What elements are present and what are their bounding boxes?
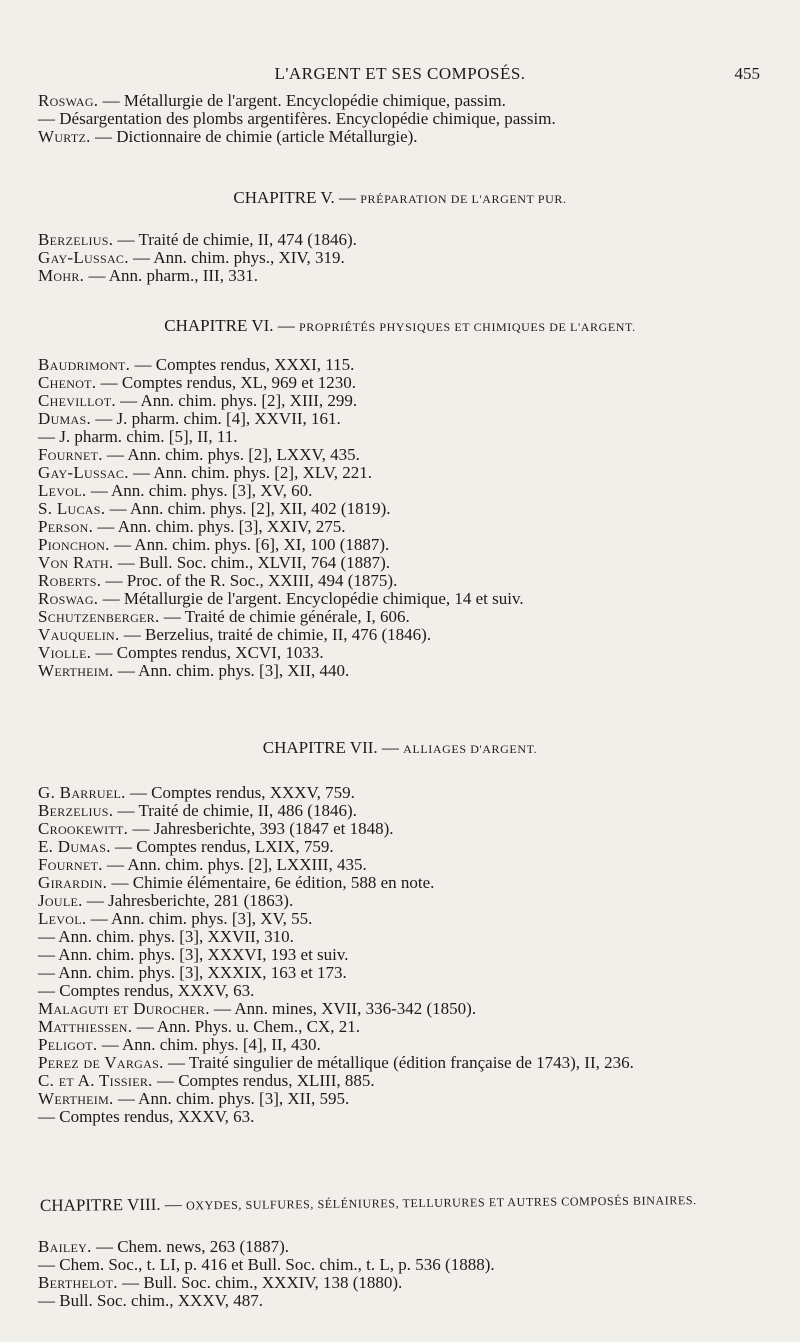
entry-author: Pionchon. [38, 535, 110, 554]
entry-author: Perez de Vargas. [38, 1053, 164, 1072]
entry-author: Wertheim. [38, 661, 114, 680]
chapter-8-heading [40, 1188, 780, 1216]
entry-reference: — Comptes rendus, XLIII, 885. [152, 1071, 375, 1090]
bibliography-entry [38, 1036, 778, 1054]
entry-author: Levol. [38, 481, 87, 500]
top-bibliography-list [38, 92, 778, 146]
entry-author: Dumas. [38, 409, 92, 428]
chapter-7-bibliography [38, 784, 778, 1126]
entry-reference: — Traité singulier de métallique (édition française de 1743), II, 236. [163, 1053, 634, 1072]
bibliography-entry [38, 446, 778, 464]
entry-reference: — Ann. chim. phys. [3], XII, 440. [113, 661, 350, 680]
entry-author: Chenot. [38, 373, 97, 392]
bibliography-entry [38, 1256, 778, 1274]
bibliography-entry [38, 249, 778, 267]
entry-reference: — Ann. chim. phys. [2], LXXIII, 435. [102, 855, 367, 874]
bibliography-entry [38, 644, 778, 662]
entry-author: C. et A. Tissier. [38, 1071, 153, 1090]
bibliography-entry [38, 92, 778, 110]
chapter-title: CHAPITRE VI. — [164, 316, 295, 335]
entry-author: Levol. [38, 909, 87, 928]
bibliography-entry [38, 1090, 778, 1108]
entry-reference: — Jahresberichte, 393 (1847 et 1848). [128, 819, 394, 838]
bibliography-entry [38, 428, 778, 446]
entry-author: Wurtz. [38, 127, 91, 146]
bibliography-entry [38, 1000, 778, 1018]
entry-reference: — Ann. chim. phys. [3], XII, 595. [113, 1089, 350, 1108]
entry-reference: — Comptes rendus, XXXV, 63. [38, 1107, 255, 1126]
entry-author: Wertheim. [38, 1089, 114, 1108]
chapter-6-heading [0, 316, 800, 336]
entry-reference: — Chimie élémentaire, 6e édition, 588 en note. [107, 873, 435, 892]
entry-author: Baudrimont. [38, 355, 131, 374]
bibliography-entry [38, 662, 778, 680]
entry-author: Berzelius. [38, 801, 114, 820]
entry-reference: — Ann. chim. phys. [3], XV, 55. [86, 909, 313, 928]
entry-reference: — Ann. chim. phys. [3], XXIV, 275. [93, 517, 346, 536]
bibliography-entry [38, 231, 778, 249]
entry-author: Gay-Lussac. [38, 248, 129, 267]
entry-reference: — Comptes rendus, XXXV, 759. [125, 783, 355, 802]
entry-reference: — Traité de chimie, II, 486 (1846). [113, 801, 357, 820]
entry-author: Peligot. [38, 1035, 98, 1054]
bibliography-entry [38, 982, 778, 1000]
bibliography-entry [38, 356, 778, 374]
entry-reference: — Ann. chim. phys. [2], XII, 402 (1819). [105, 499, 391, 518]
entry-reference: — Ann. chim. phys. [2], LXXV, 435. [102, 445, 360, 464]
entry-reference: — Ann. chim. phys. [6], XI, 100 (1887). [109, 535, 390, 554]
entry-reference: — Ann. chim. phys., XIV, 319. [128, 248, 345, 267]
bibliography-entry [38, 1274, 778, 1292]
entry-author: Joule. [38, 891, 83, 910]
bibliography-entry [38, 464, 778, 482]
bibliography-entry [38, 1108, 778, 1126]
chapter-5-heading [0, 188, 800, 208]
entry-author: Fournet. [38, 855, 103, 874]
chapter-6-bibliography [38, 356, 778, 680]
entry-reference: — Chem. Soc., t. LI, p. 416 et Bull. Soc. chim., t. L, p. 536 (1888). [38, 1255, 495, 1274]
bibliography-entry [38, 928, 778, 946]
bibliography-entry [38, 964, 778, 982]
entry-reference: — Ann. chim. phys. [3], XXXIX, 163 et 173. [38, 963, 347, 982]
entry-author: Bailey. [38, 1237, 92, 1256]
entry-reference: — Chem. news, 263 (1887). [91, 1237, 290, 1256]
bibliography-entry [38, 856, 778, 874]
entry-author: Von Rath. [38, 553, 114, 572]
entry-author: Berzelius. [38, 230, 114, 249]
entry-reference: — Ann. chim. phys. [4], II, 430. [97, 1035, 321, 1054]
bibliography-entry [38, 128, 778, 146]
entry-author: Berthelot. [38, 1273, 118, 1292]
entry-author: Malaguti et Durocher. [38, 999, 210, 1018]
bibliography-entry [38, 802, 778, 820]
bibliography-entry [38, 482, 778, 500]
entry-reference: — Ann. chim. phys. [2], XLV, 221. [128, 463, 373, 482]
entry-reference: — Ann. mines, XVII, 336-342 (1850). [209, 999, 477, 1018]
entry-author: Vauquelin. [38, 625, 120, 644]
chapter-subtitle: PROPRIÉTÉS PHYSIQUES ET CHIMIQUES DE L'ARGENT. [299, 320, 636, 334]
entry-reference: — Comptes rendus, XL, 969 et 1230. [96, 373, 357, 392]
entry-author: Person. [38, 517, 94, 536]
chapter-subtitle: OXYDES, SULFURES, SÉLÉNIURES, TELLURURES ET AUTRES COMPOSÉS BINAIRES. [186, 1193, 697, 1213]
bibliography-entry [38, 572, 778, 590]
bibliography-entry [38, 1292, 778, 1310]
chapter-subtitle: PRÉPARATION DE L'ARGENT PUR. [360, 192, 567, 206]
entry-author: Violle. [38, 643, 92, 662]
bibliography-entry [38, 626, 778, 644]
bibliography-entry [38, 1054, 778, 1072]
entry-reference: — Berzelius, traité de chimie, II, 476 (1846). [119, 625, 432, 644]
page-number: 455 [734, 64, 760, 83]
entry-reference: — Métallurgie de l'argent. Encyclopédie chimique, passim. [98, 91, 506, 110]
entry-reference: — Ann. pharm., III, 331. [84, 266, 258, 285]
bibliography-entry [38, 1018, 778, 1036]
entry-author: Roswag. [38, 589, 99, 608]
chapter-8-bibliography [38, 1238, 778, 1310]
bibliography-entry [38, 554, 778, 572]
entry-reference: — Bull. Soc. chim., XXXV, 487. [38, 1291, 263, 1310]
bibliography-entry [38, 374, 778, 392]
entry-author: S. Lucas. [38, 499, 106, 518]
entry-author: Girardin. [38, 873, 108, 892]
chapter-title: CHAPITRE VIII. — [39, 1194, 182, 1215]
entry-author: Roswag. [38, 91, 99, 110]
entry-author: Matthiessen. [38, 1017, 133, 1036]
bibliography-entry [38, 910, 778, 928]
bibliography-entry [38, 392, 778, 410]
bibliography-entry [38, 1238, 778, 1256]
entry-reference: — Ann. chim. phys. [3], XV, 60. [86, 481, 313, 500]
entry-reference: — Métallurgie de l'argent. Encyclopédie chimique, 14 et suiv. [98, 589, 524, 608]
entry-reference: — Ann. chim. phys. [3], XXXVI, 193 et suiv. [38, 945, 349, 964]
bibliography-entry [38, 892, 778, 910]
entry-reference: — Traité de chimie, II, 474 (1846). [113, 230, 357, 249]
entry-reference: — Comptes rendus, XXXV, 63. [38, 981, 255, 1000]
chapter-title: CHAPITRE V. — [233, 188, 357, 207]
bibliography-entry [38, 410, 778, 428]
chapter-subtitle: ALLIAGES D'ARGENT. [403, 742, 538, 756]
bibliography-entry [38, 536, 778, 554]
entry-author: Gay-Lussac. [38, 463, 129, 482]
entry-author: Fournet. [38, 445, 103, 464]
entry-reference: — Désargentation des plombs argentifères. Encyclopédie chimique, passim. [38, 109, 556, 128]
bibliography-entry [38, 110, 778, 128]
bibliography-entry [38, 784, 778, 802]
bibliography-entry [38, 946, 778, 964]
entry-reference: — Ann. Phys. u. Chem., CX, 21. [132, 1017, 360, 1036]
chapter-7-heading [0, 738, 800, 758]
bibliography-entry [38, 590, 778, 608]
entry-reference: — Bull. Soc. chim., XLVII, 764 (1887). [113, 553, 391, 572]
entry-reference: — Ann. chim. phys. [3], XXVII, 310. [38, 927, 294, 946]
entry-author: Mohr. [38, 266, 85, 285]
bibliography-entry [38, 838, 778, 856]
chapter-title: CHAPITRE VII. — [262, 738, 399, 757]
bibliography-entry [38, 608, 778, 626]
entry-reference: — J. pharm. chim. [4], XXVII, 161. [91, 409, 341, 428]
bibliography-entry [38, 518, 778, 536]
entry-reference: — Proc. of the R. Soc., XXIII, 494 (1875). [101, 571, 398, 590]
chapter-5-bibliography [38, 231, 778, 285]
running-title: L'ARGENT ET SES COMPOSÉS. [274, 64, 526, 83]
entry-reference: — Traité de chimie générale, I, 606. [159, 607, 410, 626]
entry-author: E. Dumas. [38, 837, 111, 856]
running-head [0, 64, 800, 86]
entry-author: Roberts. [38, 571, 102, 590]
entry-reference: — Ann. chim. phys. [2], XIII, 299. [115, 391, 358, 410]
entry-reference: — Comptes rendus, XCVI, 1033. [91, 643, 324, 662]
entry-reference: — Bull. Soc. chim., XXXIV, 138 (1880). [117, 1273, 403, 1292]
bibliography-entry [38, 500, 778, 518]
entry-reference: — J. pharm. chim. [5], II, 11. [38, 427, 238, 446]
bibliography-entry [38, 1072, 778, 1090]
bibliography-entry [38, 874, 778, 892]
entry-reference: — Comptes rendus, LXIX, 759. [110, 837, 334, 856]
bibliography-entry [38, 267, 778, 285]
entry-author: Crookewitt. [38, 819, 129, 838]
bibliography-entry [38, 820, 778, 838]
entry-author: Chevillot. [38, 391, 116, 410]
entry-reference: — Dictionnaire de chimie (article Métallurgie). [90, 127, 418, 146]
entry-reference: — Jahresberichte, 281 (1863). [82, 891, 294, 910]
entry-reference: — Comptes rendus, XXXI, 115. [130, 355, 355, 374]
entry-author: Schutzenberger. [38, 607, 160, 626]
entry-author: G. Barruel. [38, 783, 126, 802]
